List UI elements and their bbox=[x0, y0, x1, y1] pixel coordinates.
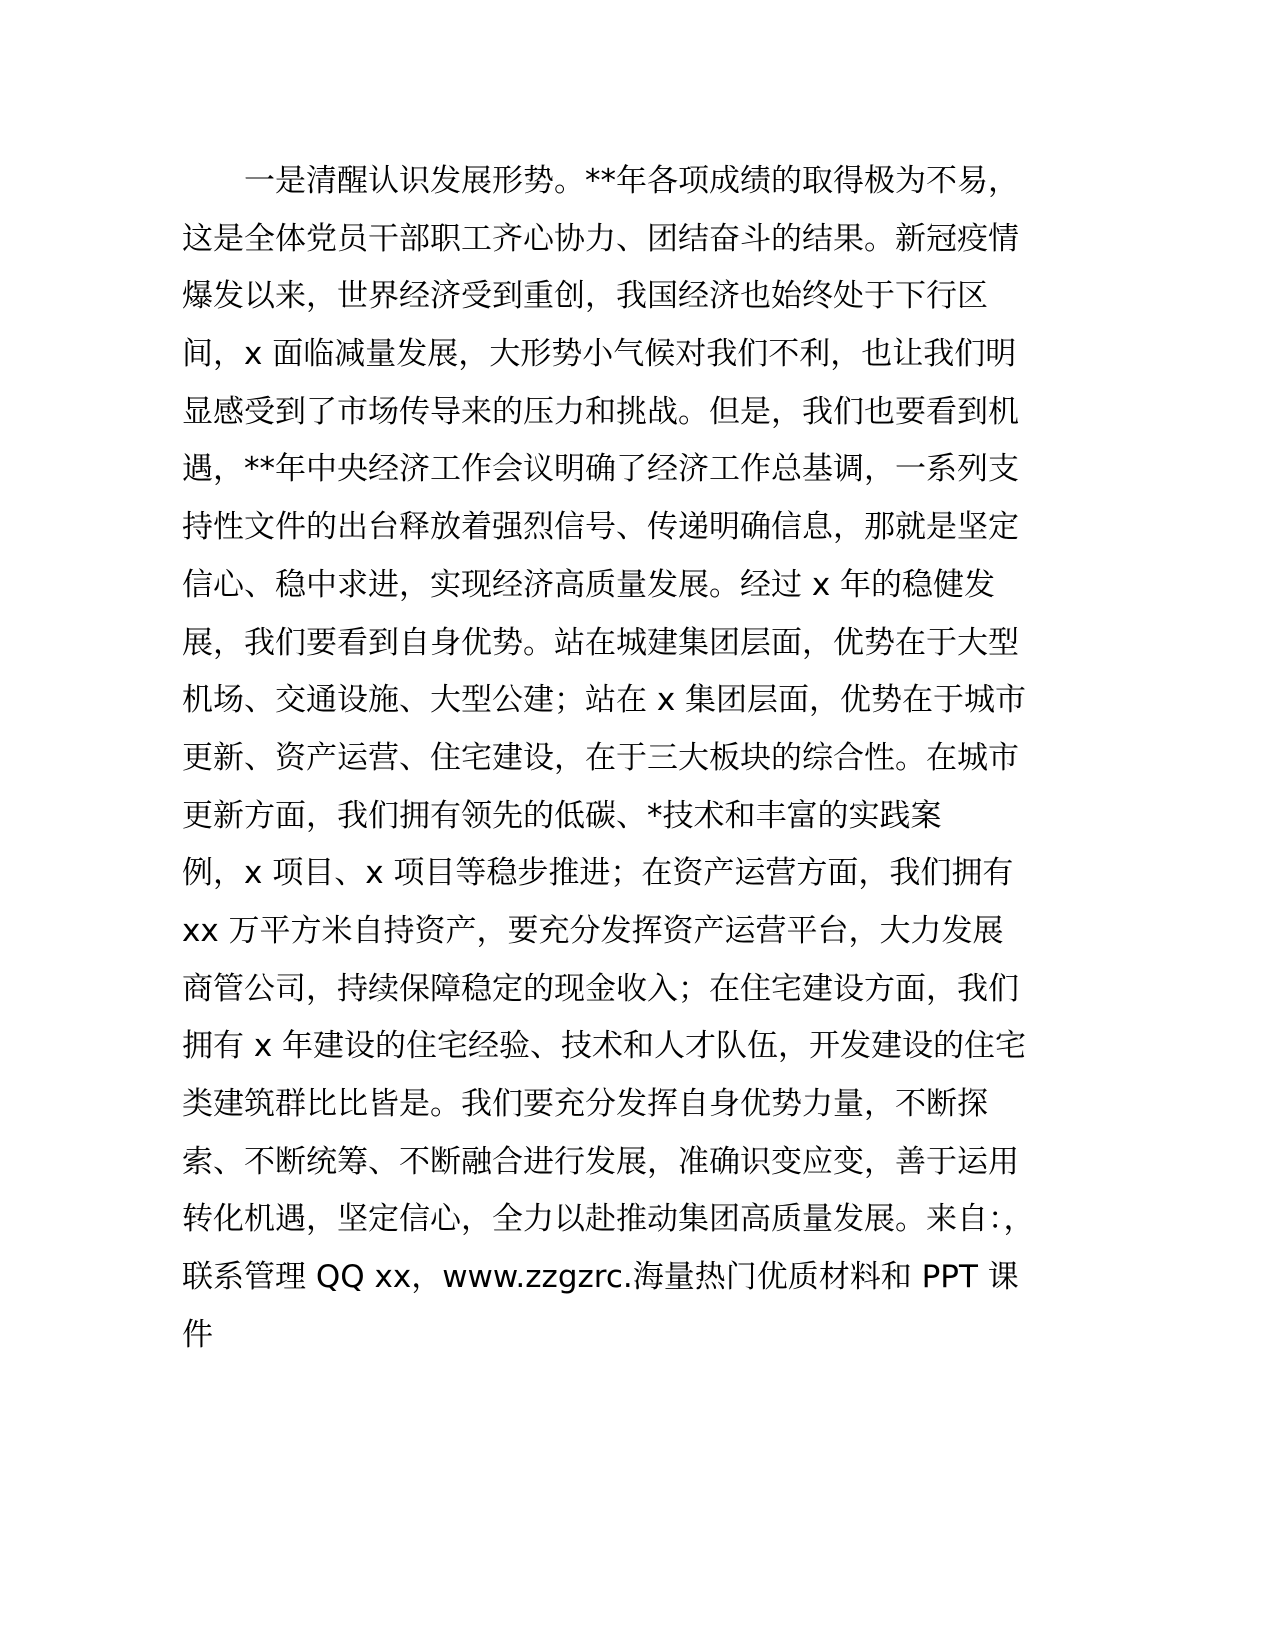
paragraph-line: 机场、交通设施、大型公建；站在 x 集团层面，优势在于城市 bbox=[182, 682, 1027, 719]
paragraph-line: 商管公司，持续保障稳定的现金收入；在住宅建设方面，我们 bbox=[182, 970, 1019, 1007]
paragraph-line: 件 bbox=[182, 1316, 213, 1353]
paragraph-line: 展，我们要看到自身优势。站在城建集团层面，优势在于大型 bbox=[182, 624, 1019, 661]
paragraph-line: 这是全体党员干部职工齐心协力、团结奋斗的结果。新冠疫情 bbox=[182, 220, 1019, 257]
paragraph-line: 持性文件的出台释放着强烈信号、传递明确信息，那就是坚定 bbox=[182, 509, 1019, 546]
paragraph-line: 一是清醒认识发展形势。**年各项成绩的取得极为不易， bbox=[244, 163, 1019, 199]
paragraph-line: 转化机遇，坚定信心，全力以赴推动集团高质量发展。来自：， bbox=[182, 1201, 1035, 1238]
paragraph-line: 间，x 面临减量发展，大形势小气候对我们不利，也让我们明 bbox=[182, 336, 1017, 373]
paragraph-line: xx 万平方米自持资产，要充分发挥资产运营平台，大力发展 bbox=[182, 912, 1004, 949]
paragraph-line: 信心、稳中求进，实现经济高质量发展。经过 x 年的稳健发 bbox=[182, 566, 996, 603]
paragraph-line: 遇，**年中央经济工作会议明确了经济工作总基调，一系列支 bbox=[182, 451, 1019, 488]
paragraph-line: 拥有 x 年建设的住宅经验、技术和人才队伍，开发建设的住宅 bbox=[182, 1028, 1027, 1065]
paragraph-line: 例，x 项目、x 项目等稳步推进；在资产运营方面，我们拥有 bbox=[182, 855, 1014, 892]
paragraph-line: 爆发以来，世界经济受到重创，我国经济也始终处于下行区 bbox=[182, 278, 988, 315]
paragraph-line: 更新、资产运营、住宅建设，在于三大板块的综合性。在城市 bbox=[182, 739, 1019, 776]
paragraph-line: 显感受到了市场传导来的压力和挑战。但是，我们也要看到机 bbox=[182, 393, 1019, 430]
paragraph-line: 联系管理 QQ xx，www.zzgzrc.海量热门优质材料和 PPT 课 bbox=[182, 1259, 1019, 1296]
paragraph-line: 类建筑群比比皆是。我们要充分发挥自身优势力量，不断探 bbox=[182, 1086, 988, 1122]
body-paragraph bbox=[182, 153, 1092, 1364]
paragraph-line: 索、不断统筹、不断融合进行发展，准确识变应变，善于运用 bbox=[182, 1143, 1019, 1180]
paragraph-line: 更新方面，我们拥有领先的低碳、*技术和丰富的实践案 bbox=[182, 797, 942, 834]
